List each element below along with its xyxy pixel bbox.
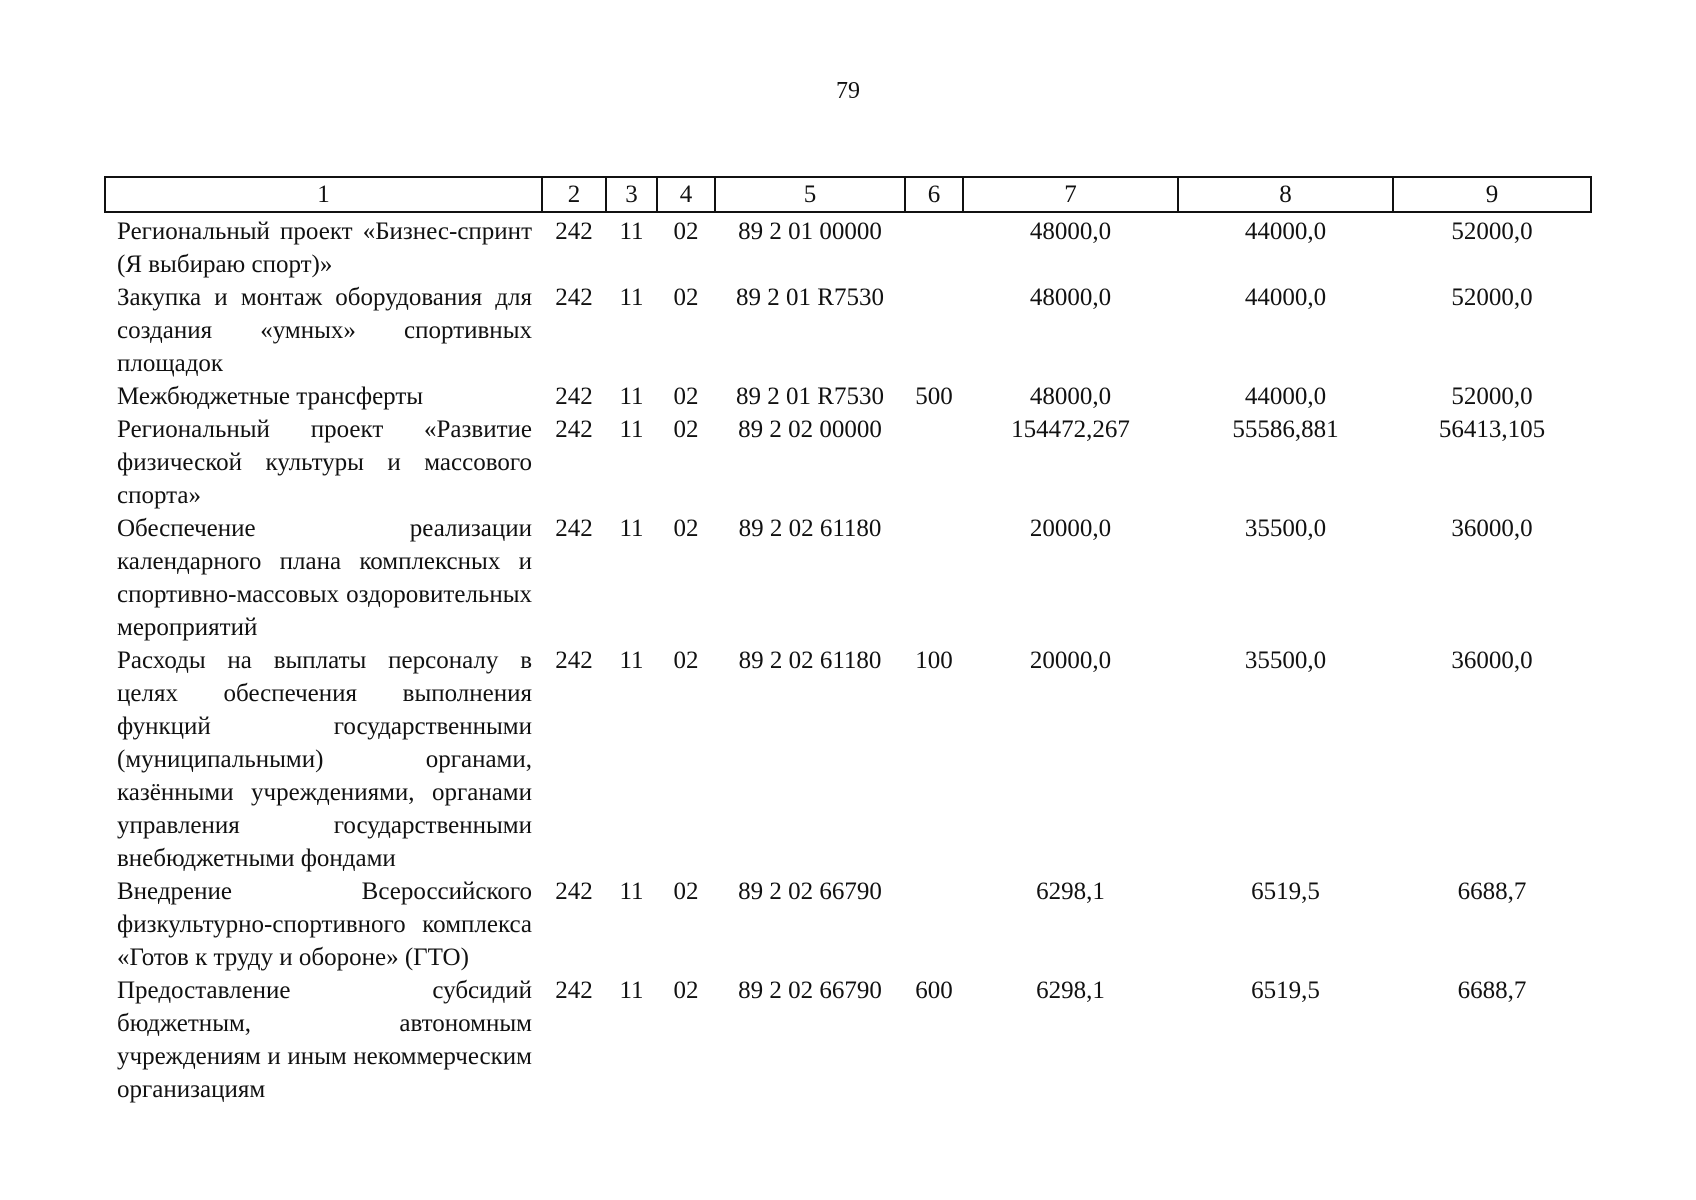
row-ministry-code: 242 [555,218,593,245]
row-expense-type [905,875,963,974]
row-value-col9: 52000,0 [1451,218,1533,245]
row-name: Обеспечение реализации календарного плана комплексных и спортивно-массовых оздоровительных мероприятий [117,515,532,641]
row-name: Внедрение Всероссийского физкультурно-спортивного комплекса «Готов к труду и обороне» (ГТО) [117,878,532,971]
row-name: Закупка и монтаж оборудования для создания «умных» спортивных площадок [117,284,532,377]
row-value-col8: 6519,5 [1251,878,1320,905]
row-section-code: 11 [619,416,644,443]
header-col-8: 8 [1178,177,1393,212]
header-col-5: 5 [715,177,905,212]
row-value-col9: 56413,105 [1438,416,1546,443]
row-value-col8: 35500,0 [1244,515,1327,542]
table-row [105,212,1591,281]
row-value-col8: 35500,0 [1244,647,1327,674]
row-value-col9: 52000,0 [1451,383,1533,410]
header-col-9: 9 [1393,177,1591,212]
table-header-row [105,177,1591,212]
header-col-4: 4 [657,177,715,212]
row-expense-type [905,512,963,644]
row-value-col9: 6688,7 [1457,878,1527,905]
row-ministry-code: 242 [555,383,593,410]
table-row [105,875,1591,974]
row-expense-type: 600 [915,977,953,1004]
row-name: Региональный проект «Бизнес-спринт (Я выбираю спорт)» [117,218,532,278]
row-target-code: 89 2 02 61180 [738,515,882,542]
row-value-col8: 55586,881 [1232,416,1339,443]
row-target-code: 89 2 01 R7530 [736,284,884,311]
table-row [105,644,1591,875]
row-target-code: 89 2 01 R7530 [736,383,884,410]
header-col-3: 3 [606,177,657,212]
row-target-code: 89 2 01 00000 [738,218,882,245]
row-subsection-code: 02 [673,647,699,674]
row-expense-type [905,281,963,380]
row-expense-type [905,413,963,512]
row-section-code: 11 [619,284,644,311]
row-value-col9: 52000,0 [1451,284,1533,311]
row-value-col7: 6298,1 [1036,878,1105,905]
row-value-col9: 36000,0 [1451,647,1533,674]
row-value-col7: 20000,0 [1029,515,1112,542]
row-subsection-code: 02 [673,416,699,443]
header-col-2: 2 [542,177,606,212]
row-expense-type: 500 [915,383,953,410]
row-subsection-code: 02 [673,515,699,542]
row-section-code: 11 [619,383,644,410]
row-value-col8: 44000,0 [1244,284,1327,311]
row-name: Расходы на выплаты персоналу в целях обеспечения выполнения функций государственными (муниципальными) органами, казёнными учреждениями, органами управления государственными внебюджетными фондами [117,647,532,872]
row-subsection-code: 02 [673,878,699,905]
page-number: 79 [836,78,860,104]
row-ministry-code: 242 [555,284,593,311]
table-row [105,413,1591,512]
row-subsection-code: 02 [673,284,699,311]
row-section-code: 11 [619,977,644,1004]
row-value-col7: 48000,0 [1029,284,1112,311]
row-value-col7: 20000,0 [1029,647,1112,674]
header-col-1: 1 [105,177,542,212]
row-name: Региональный проект «Развитие физической культуры и массового спорта» [117,416,532,509]
row-subsection-code: 02 [673,977,699,1004]
table-row [105,974,1591,1106]
row-target-code: 89 2 02 66790 [738,977,882,1004]
row-ministry-code: 242 [555,416,593,443]
row-target-code: 89 2 02 66790 [738,878,882,905]
table-row [105,380,1591,413]
row-subsection-code: 02 [673,383,699,410]
row-expense-type: 100 [915,647,953,674]
row-subsection-code: 02 [673,218,699,245]
row-section-code: 11 [619,515,644,542]
row-value-col8: 44000,0 [1244,218,1327,245]
row-name: Предоставление субсидий бюджетным, автономным учреждениям и иным некоммерческим организациям [117,977,532,1103]
table-row [105,512,1591,644]
row-value-col7: 6298,1 [1036,977,1105,1004]
row-ministry-code: 242 [555,878,593,905]
row-ministry-code: 242 [555,515,593,542]
row-ministry-code: 242 [555,647,593,674]
budget-table [104,176,1592,1106]
row-name: Межбюджетные трансферты [117,383,424,410]
row-section-code: 11 [619,647,644,674]
row-value-col7: 48000,0 [1029,383,1112,410]
row-value-col7: 48000,0 [1029,218,1112,245]
row-expense-type [905,212,963,281]
row-value-col9: 36000,0 [1451,515,1533,542]
row-value-col8: 6519,5 [1251,977,1320,1004]
row-target-code: 89 2 02 61180 [738,647,882,674]
row-section-code: 11 [619,878,644,905]
row-target-code: 89 2 02 00000 [738,416,882,443]
row-value-col8: 44000,0 [1244,383,1327,410]
header-col-6: 6 [905,177,963,212]
table-row [105,281,1591,380]
row-section-code: 11 [619,218,644,245]
row-ministry-code: 242 [555,977,593,1004]
row-value-col9: 6688,7 [1457,977,1527,1004]
header-col-7: 7 [963,177,1178,212]
row-value-col7: 154472,267 [1011,416,1130,443]
